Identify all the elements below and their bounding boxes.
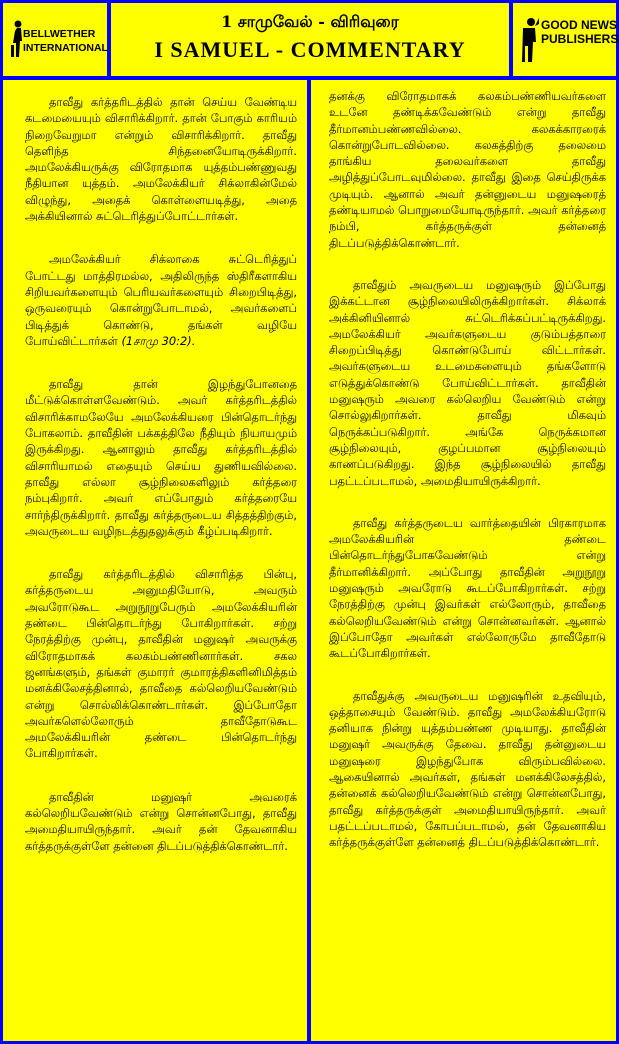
paragraph: தாவீதும் அவருடைய மனுஷரும் இப்போது இக்கட்டான சூழ்நிலையிலிருக்கிறார்கள். சிக்லாக் அக்கினியினால் சுட்டெரிக்கப்பட்டிருக்கிறது. அமலேக்கியர் அவர்களுடைய குடும்பத்தாரை சிறைப்பிடித்து கொண்டுபோய் விட்டார்கள். அவர்களுடைய உடமைகளையும் தங்களோடு எடுத்துக்கொண்டு போய்விட்டார்கள். தாவீதின் மனுஷரும் அவரை கல்லெறிய வேண்டும் என்று சொல்லுகிறார்கள். தாவீது மிகவும் நெருக்கப்படுகிறார். அங்கே நெருக்கமான சூழ்நிலையும், குழப்பமான சூழ்நிலையும் காணப்படுகிறது. இந்த சூழ்நிலையில் தாவீது பதட்டப்படாமல், அமைதியாயிருக்கிறார். <box>329 277 606 488</box>
paragraph: தாவீது கர்த்தரிடத்தில் தான் செய்ய வேண்டிய கடமையையும் விசாரிக்கிறார். தான் போகும் காரியம் நிறைவேறுமா என்றும் விசாரிக்கிறார். தாவீது தெளிந்த சிந்தனையோடிருக்கிறார். அமலேக்கியருக்கு விரோதமாக யுத்தம்பண்ணுவது நீதியான யுத்தம். அமலேக்கியர் சிக்லாகின்மேல் விழுந்து, அதைக் கொள்ளையடித்து, அதை அக்கியினால் சுட்டெரித்துப்போட்டார்கள். <box>25 95 297 224</box>
left-column <box>3 80 307 1041</box>
paragraph: தாவீது கர்த்தருடைய வார்த்தையின் பிரகாரமாக அமலேக்கியரின் தண்டை பின்தொடர்ந்துபோகவேண்டும் என்று தீர்மானிக்கிறார். அப்போது தாவீதின் அறுநூறு மனுஷரும் அவரோடு கூடப்போகிறார்கள். சற்று நேரத்திற்கு முன்பு இவர்கள் எல்லோரும், தாவீதை கல்லெறியவேண்டும் என்று சொன்னவர்கள். ஆனால் இப்போதோ அவர்கள் எல்லோருமே தாவீதோடு கூடப்போகிறார்கள். <box>329 515 606 661</box>
title-box <box>111 3 509 76</box>
paragraph: தனக்கு விரோதமாகக் கலகம்பண்ணியவர்களை உடனே தண்டிக்கவேண்டும் என்று தாவீது தீர்மானம்பண்ணவில்லை. கலகக்காரரைக் கொன்றுபோடவில்லை. கலகத்திற்கு தலைமை தாங்கிய தலைவர்களை தாவீது அழித்துப்போடவுமில்லை. தாவீது இதை செய்திருக்க முடியும். ஆனால் அவர் தன்னுடைய மனுஷரைத் தண்டியாமல் பொறுமையோடிருந்தார். அவர் கர்த்தரை நம்பி, கர்த்தருக்குள் தன்னைத் திடப்படுத்திக்கொண்டார். <box>329 89 606 250</box>
trumpeter-figure-icon <box>519 16 539 64</box>
page-title-english: I SAMUEL - COMMENTARY <box>154 37 466 62</box>
logo-right-line1: GOOD NEWS <box>541 18 618 32</box>
bellwether-logo <box>3 3 107 76</box>
paragraph <box>25 251 297 349</box>
paragraph: தாவீதுக்கு அவருடைய மனுஷரின் உதவியும், ஒத்தாசையும் வேண்டும். தாவீது அமலேக்கியரோடு தனியாக நின்று யுத்தம்பண்ண முடியாது. தாவீதின் மனுஷர் அவருக்கு தேவை. தாவீது தன்னுடைய மனுஷரை இழந்துபோக விரும்பவில்லை. ஆகையினால் அவர்கள், தங்கள் மனக்கிலேசத்தில், தன்னைக் கல்லெறியவேண்டும் என்று சொன்னபோது, தாவீது கர்த்தருக்குள் அமைதியாயிருந்தார். அவர் பதட்டப்படாமல், கோபப்படாமல், தன் தேவனாகிய கர்த்தருக்குள்ளே தன்னைத் திடப்படுத்திக்கொண்டார். <box>329 688 606 850</box>
good-news-publishers-logo <box>513 3 619 76</box>
paragraph: தாவீது கர்த்தரிடத்தில் விசாரித்த பின்பு, கர்த்தருடைய அனுமதியோடு, அவரும் அவரோடுகூட அறுநூறுபேரும் அமலேக்கியரின் தண்டை பின்தொடர்ந்து போகிறார்கள். சற்று நேரத்திற்கு முன்பு, தாவீதின் மனுஷர் அவருக்கு விரோதமாகக் கலகம்பண்ணினார்கள். சகல ஜனங்களும், தங்கள் குமாரர் குமாரத்திகளினிமித்தம் மனக்கிலேசத்தினால், தாவீதை கல்லெறியவேண்டும் என்று சொல்லிக்கொண்டார்கள். இப்போதோ அவர்களெல்லோரும் தாவீதோடுகூட அமலேக்கியரின் தண்டை பின்தொடர்ந்து போகிறார்கள். <box>25 567 297 761</box>
paragraph: தாவீதின் மனுஷர் அவரைக் கல்லெறியவேண்டும் என்று சொன்னபோது, தாவீது அமைதியாயிருந்தார். அவர் தன் தேவனாகிய கர்த்தருக்குள்ளே தன்னை திடப்படுத்திக்கொண்டார். <box>25 789 297 853</box>
logo-right-line2: PUBLISHERS <box>541 32 619 46</box>
scripture-reference: (1சாமு 30:2). <box>121 333 196 348</box>
bellwether-figure-icon <box>10 19 24 59</box>
logo-left-line2: INTERNATIONAL <box>23 42 108 54</box>
paragraph: தாவீது தான் இழந்துபோனதை மீட்டுக்கொள்ளவேண்டும். அவர் கர்த்தரிடத்தில் விசாரிக்காமலேயே அமலேக்கியரை பின்தொடர்ந்து போகலாம். தாவீதின் பக்கத்திலே நீதியும் நியாயமும் இருக்கிறது. ஆனாலும் தாவீது கர்த்தரிடத்தில் விசாரியாமல் எதையும் செய்ய துணியவில்லை. தாவீது எல்லா சூழ்நிலைகளிலும் கர்த்தரை நம்புகிறார். அவர் எப்போதும் கர்த்தரையே சார்ந்திருக்கிறார். தாவீது கர்த்தருடைய சித்தத்திற்கும், அவருடைய வழிநடத்துதலுக்கும் கீழ்ப்படிகிறார். <box>25 377 297 538</box>
paragraph-text: அமலேக்கியர் சிக்லாகை சுட்டெரித்துப் போட்டது மாத்திரமல்ல, அதிலிருந்த ஸ்திரீகளாகிய சிறியவர்களையும் பெரியவர்களையும் சிறைபிடித்து, ஒருவரையும் கொன்றுபோடாமல், அவர்களைப் பிடித்துக் கொண்டு, தங்கள் வழியே போய்விட்டார்கள் <box>25 252 297 348</box>
logo-left-line1: BELLWETHER <box>23 28 96 40</box>
page-title-tamil: 1 சாமுவேல் - விரிவுரை <box>221 12 399 31</box>
right-column <box>311 80 616 1041</box>
